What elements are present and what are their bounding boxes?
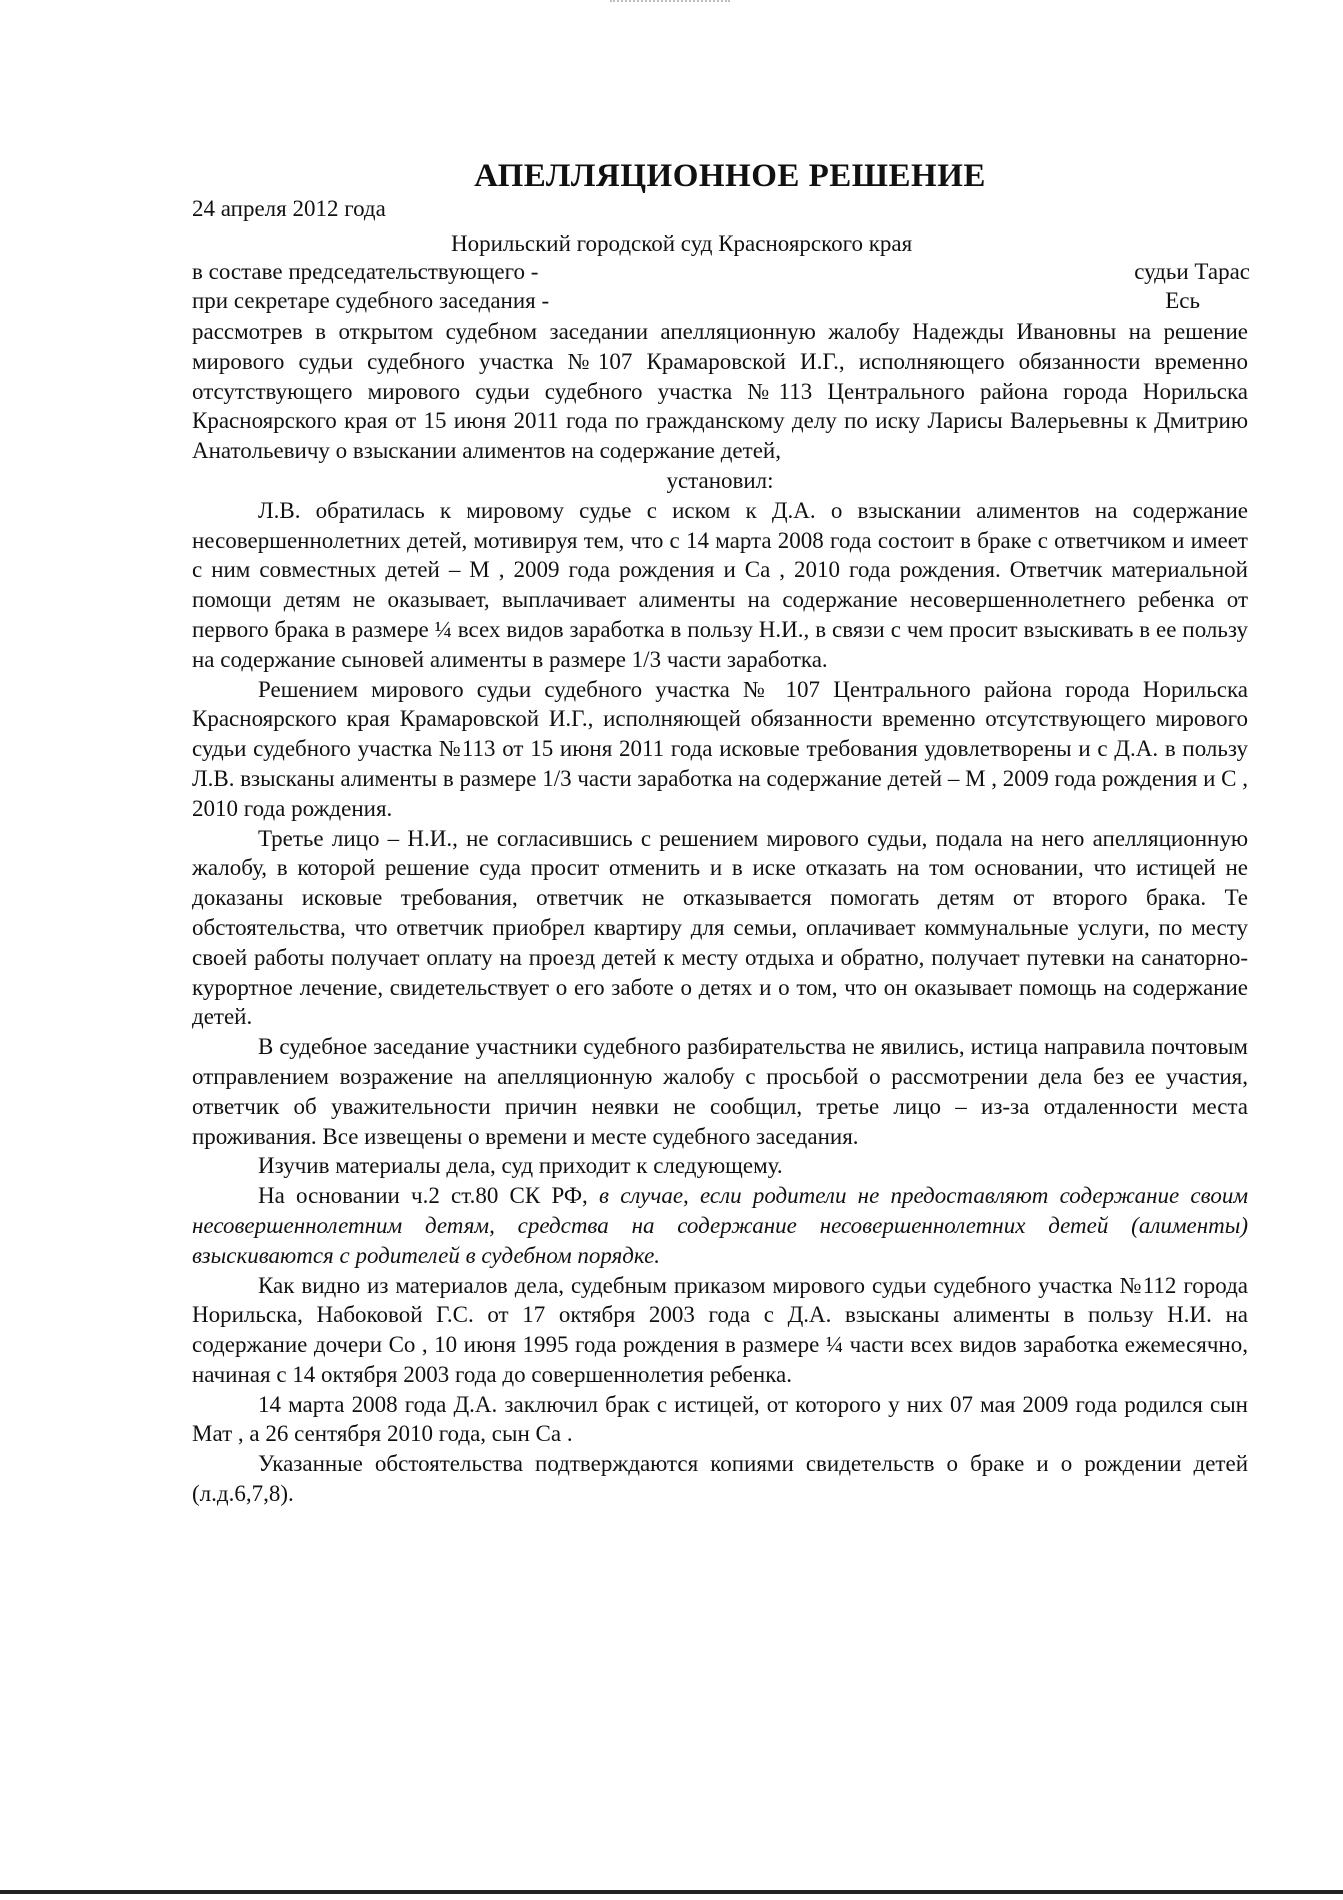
paragraph-appeal: Третье лицо – Н.И., не согласившись с решением мирового судьи, подала на него апелляционную жалобу, в которой решение суда просит отменить и в иске отказать на том основании, что истицей не доказаны исковые требования, ответчик не отказывается помогать детям от второго брака. Те обстоятельства, что ответчик приобрел квартиру для семьи, оплачивает коммунальные услуги, по месту своей работы получает оплату на проезд детей к месту отдыха и обратно, получает путевки на санаторно-курортное лечение, свидетельствует о его заботе о детях и о том, что он оказывает помощь на содержание детей. — [192, 825, 1248, 1030]
presiding-name: судьи Тарас — [1134, 259, 1250, 284]
paragraph-marriage: 14 марта 2008 года Д.А. заключил брак с истицей, от которого у них 07 мая 2009 года родился сын Мат , а 26 сентября 2010 года, сын Са . — [192, 1391, 1248, 1447]
decision-date: 24 апреля 2012 года — [192, 196, 386, 221]
established-heading: установил: — [666, 467, 774, 493]
paragraph-study: Изучив материалы дела, суд приходит к следующему. — [258, 1153, 783, 1179]
law-quote: в случае, если родители не предоставляют содержание своим несовершеннолетним детям, средства на содержание несовершеннолетних детей (алименты) взыскиваются с родителей в судебном порядке. — [192, 1183, 1248, 1268]
paragraph-order: Как видно из материалов дела, судебным приказом мирового судьи судебного участка №112 города Норильска, Набоковой Г.С. от 17 октября 2003 года с Д.А. взысканы алименты в пользу Н.И. на содержание дочери Со , 10 июня 1995 года рождения в размере ¼ части всех видов заработка ежемесячно, начиная с 14 октября 2003 года до совершеннолетия ребенка. — [192, 1272, 1248, 1387]
court-name: Норильский городской суд Красноярского края — [451, 231, 913, 256]
secretary-label: при секретаре судебного заседания - — [192, 288, 550, 313]
presiding-row — [192, 259, 1250, 285]
decision-body — [192, 317, 1248, 1509]
document-title: АПЕЛЛЯЦИОННОЕ РЕШЕНИЕ — [474, 158, 986, 194]
paragraph-claim: Л.В. обратилась к мировому судье с иском к Д.А. о взыскании алиментов на содержание несовершеннолетних детей, мотивируя тем, что с 14 марта 2008 года состоит в браке с ответчиком и имеет с ним совместных детей – М , 2009 года рождения и Са , 2010 года рождения. Ответчик материальной помощи детям не оказывает, выплачивает алименты на содержание несовершеннолетнего ребенка от первого брака в размере ¼ всех видов заработка в пользу Н.И., в связи с чем просит взыскивать в ее пользу на содержание сыновей алименты в размере 1/3 части заработка. — [192, 497, 1248, 672]
intro-paragraph: рассмотрев в открытом судебном заседании апелляционную жалобу Надежды Ивановны на решение мирового судьи судебного участка №107 Крамаровской И.Г., исполняющего обязанности временно отсутствующего мирового судьи судебного участка №113 Центрального района города Норильска Красноярского края от 15 июня 2011 года по гражданскому делу по иску Ларисы Валерьевны к Дмитрию Анатольевичу о взыскании алиментов на содержание детей, — [192, 319, 1248, 464]
law-lead: На основании ч.2 ст.80 СК РФ, — [258, 1183, 588, 1209]
paragraph-law — [192, 1181, 1248, 1270]
secretary-name: Есь — [1165, 288, 1200, 313]
paragraph-first-instance: Решением мирового судьи судебного участка № 107 Центрального района города Норильска Красноярского края Крамаровской И.Г., исполняющей обязанности временно отсутствующего мирового судьи судебного участка №113 от 15 июня 2011 года исковые требования удовлетворены и с Д.А. в пользу Л.В. взысканы алименты в размере 1/3 части заработка на содержание детей – М , 2009 года рождения и С , 2010 года рождения. — [192, 676, 1248, 821]
paragraph-evidence: Указанные обстоятельства подтверждаются копиями свидетельств о браке и о рождении детей (л.д.6,7,8). — [192, 1451, 1248, 1507]
presiding-label: в составе председательствующего - — [192, 259, 539, 284]
secretary-row — [192, 288, 1250, 314]
scan-bottom-edge — [0, 1890, 1343, 1894]
paragraph-hearing: В судебное заседание участники судебного разбирательства не явились, истица направила почтовым отправлением возражение на апелляционную жалобу с просьбой о рассмотрении дела без ее участия, ответчик об уважительности причин неявки не сообщил, третье лицо – из-за отдаленности места проживания. Все извещены о времени и месте судебного заседания. — [192, 1034, 1248, 1149]
scan-marks — [610, 0, 730, 14]
